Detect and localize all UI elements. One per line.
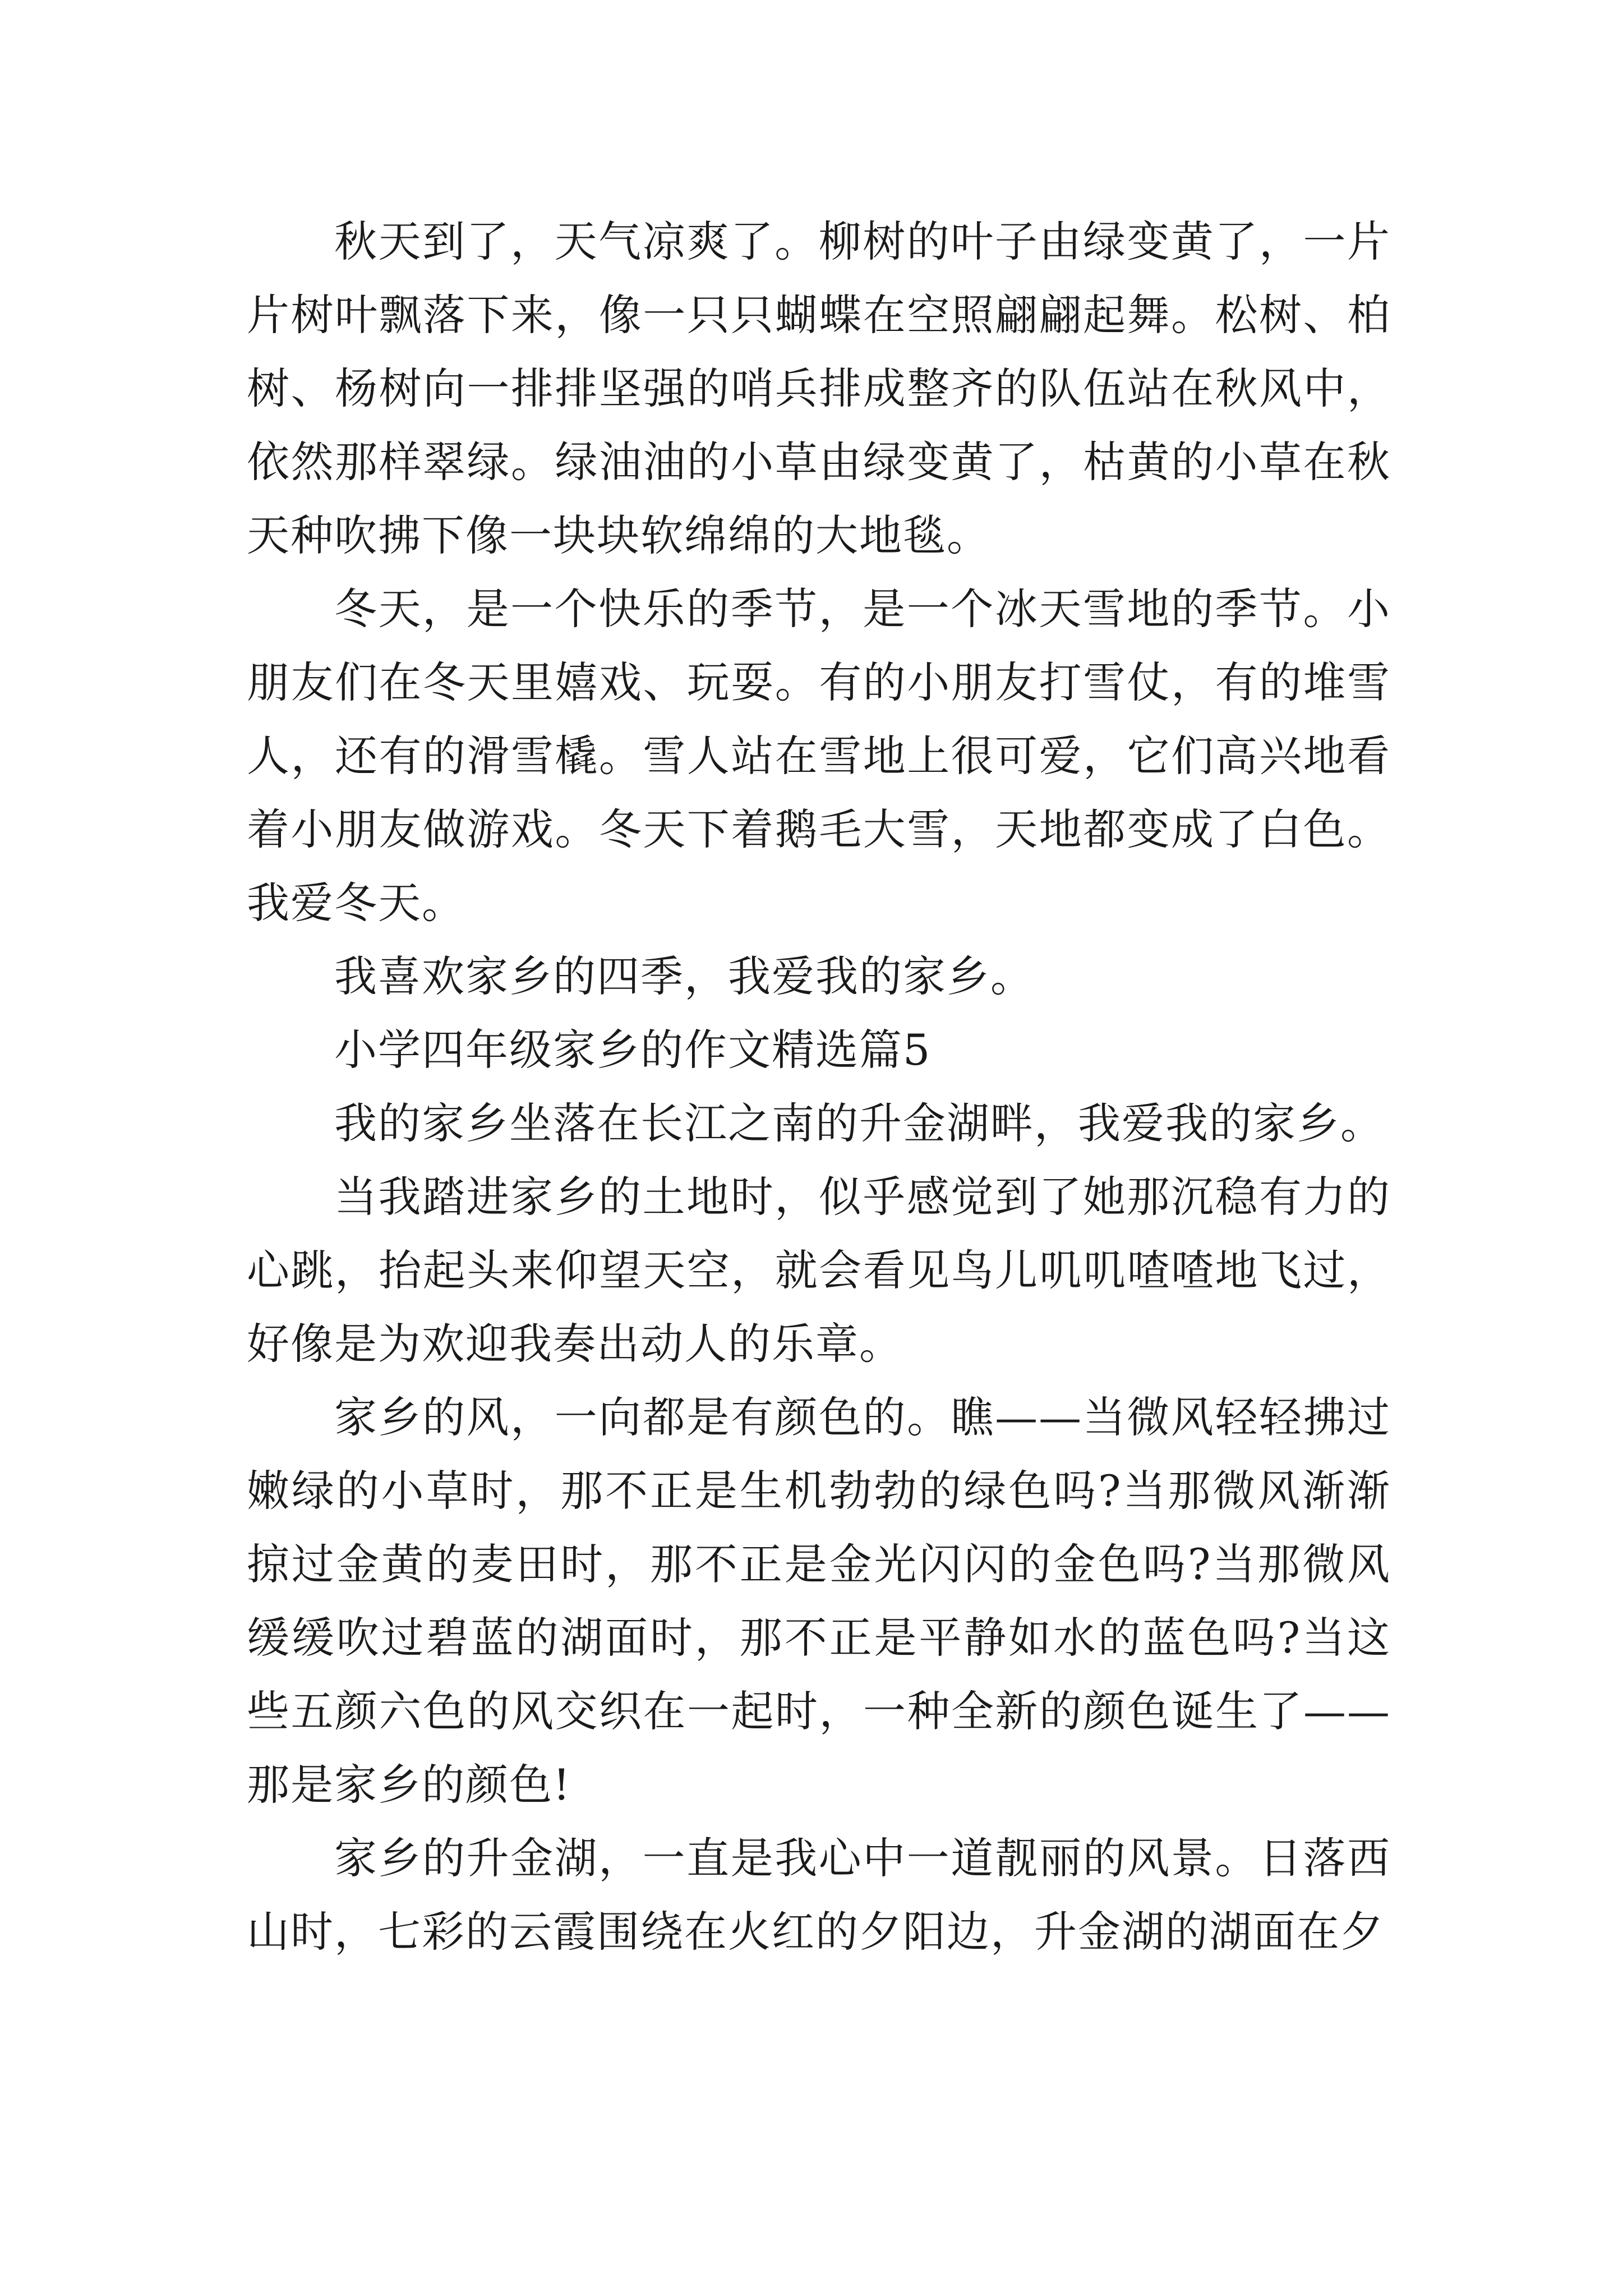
paragraph-hometown-location: 我的家乡坐落在长江之南的升金湖畔，我爱我的家乡。: [334, 1098, 1384, 1148]
paragraph-wind-colors: 家乡的风，一向都是有颜色的。瞧——当微风轻轻拂过嫩绿的小草时，那不正是生机勃勃的绿色吗?当那微风渐渐掠过金黄的麦田时，那不正是金光闪闪的金色吗?当那微风缓缓吹过碧蓝的湖面时，那不正是平静如水的蓝色吗?当这些五颜六色的风交织在一起时，一种全新的颜色诞生了——那是家乡的颜色!: [247, 1392, 1391, 1810]
section-title: 小学四年级家乡的作文精选篇5: [334, 1025, 932, 1075]
paragraph-lake: 家乡的升金湖，一直是我心中一道靓丽的风景。日落西山时，七彩的云霞围绕在火红的夕阳边，升金湖的湖面在夕: [247, 1833, 1391, 1957]
paragraph-love-seasons: 我喜欢家乡的四季，我爱我的家乡。: [334, 951, 1034, 1001]
article-body: [247, 205, 1391, 1968]
paragraph-winter: 冬天，是一个快乐的季节，是一个冰天雪地的季节。小朋友们在冬天里嬉戏、玩耍。有的小朋友打雪仗，有的堆雪人，还有的滑雪橇。雪人站在雪地上很可爱，它们高兴地看着小朋友做游戏。冬天下着鹅毛大雪，天地都变成了白色。我爱冬天。: [247, 584, 1391, 928]
paragraph-heartbeat: 当我踏进家乡的土地时，似乎感觉到了她那沉稳有力的心跳，抬起头来仰望天空，就会看见鸟儿叽叽喳喳地飞过，好像是为欢迎我奏出动人的乐章。: [247, 1172, 1391, 1369]
paragraph-autumn: 秋天到了，天气凉爽了。柳树的叶子由绿变黄了，一片片树叶飘落下来，像一只只蝴蝶在空照翩翩起舞。松树、柏树、杨树向一排排坚强的哨兵排成整齐的队伍站在秋风中，依然那样翠绿。绿油油的小草由绿变黄了，枯黄的小草在秋天种吹拂下像一块块软绵绵的大地毯。: [247, 217, 1391, 560]
